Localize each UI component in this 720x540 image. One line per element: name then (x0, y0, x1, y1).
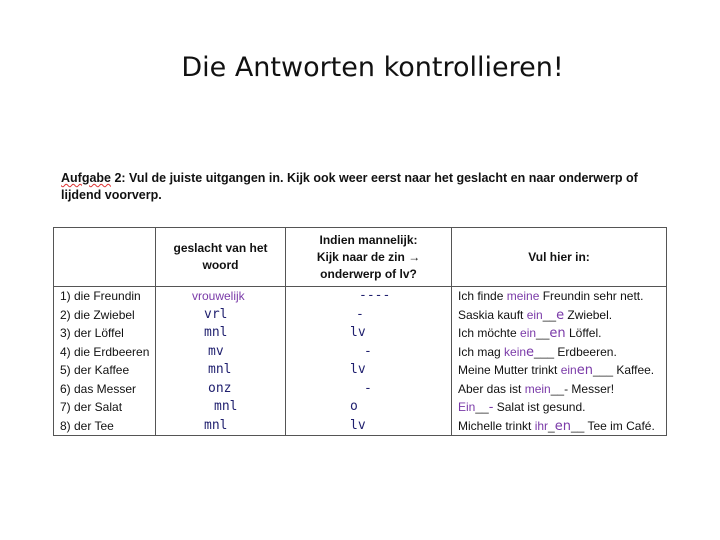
exercise-table (53, 227, 667, 436)
sentence-7: Ein__- Salat ist gesund. (458, 400, 586, 415)
header-fill: Vul hier in: (452, 228, 667, 287)
page-title: Die Antworten kontrollieren! (181, 52, 564, 83)
sentence-3: Ich möchte ein__en Löffel. (458, 326, 602, 341)
answer-5: en (576, 363, 593, 378)
word-4: 4) die Erdbeeren (60, 344, 150, 359)
answer-8: en (554, 418, 571, 434)
answer-2: e (556, 307, 565, 323)
arrow-right-icon: → (408, 249, 421, 264)
header-case (286, 228, 452, 287)
answer-3: en (549, 326, 566, 341)
word-8: 8) der Tee (60, 418, 114, 433)
gender-4: mv (208, 343, 224, 359)
task-text: 2: Vul de juiste uitgangen in. Kijk ook weer eerst naar het geslacht en naar onderwerp of lijdend voorverp. (61, 171, 638, 202)
word-1: 1) die Freundin (60, 289, 141, 303)
gender-2: vrl (204, 306, 228, 322)
case-6: - (364, 380, 372, 396)
header-gender: geslacht van het woord (156, 228, 286, 287)
words-column (54, 287, 156, 436)
answer-4: e (526, 344, 535, 360)
case-4: - (364, 343, 372, 359)
sentence-6: Aber das ist mein__- Messer! (458, 381, 615, 396)
gender-5: mnl (208, 362, 232, 377)
sentence-2: Saskia kauft ein__e Zwiebel. (458, 307, 613, 323)
gender-7: mnl (214, 399, 238, 414)
gender-3: mnl (204, 325, 228, 340)
word-3: 3) der Löffel (60, 326, 124, 340)
case-5: lv (350, 362, 366, 377)
case-3: lv (350, 325, 366, 340)
answer-7: - (488, 400, 494, 415)
word-6: 6) das Messer (60, 381, 137, 396)
sentence-1: Ich finde meine Freundin sehr nett. (458, 289, 644, 303)
sentence-4: Ich mag keine___ Erdbeeren. (458, 344, 617, 360)
header-empty (54, 228, 156, 287)
case-2: - (356, 306, 364, 322)
header-case-line2: Kijk naar de zin (316, 249, 405, 264)
gender-column (156, 287, 286, 436)
case-1: ---- (359, 288, 391, 303)
case-7: o (350, 399, 358, 414)
word-2: 2) die Zwiebel (60, 307, 135, 322)
header-case-line3: onderwerp of lv? (320, 266, 417, 281)
gender-1: vrouwelijk (192, 289, 245, 303)
sentence-5: Meine Mutter trinkt einen___ Kaffee. (458, 363, 655, 378)
gender-8: mnl (204, 417, 228, 433)
case-column (286, 287, 452, 436)
sentence-8: Michelle trinkt ihr_en__ Tee im Café. (458, 418, 655, 434)
word-5: 5) der Kaffee (60, 363, 130, 377)
header-case-line1: Indien mannelijk: (319, 232, 418, 247)
task-instruction (61, 170, 661, 204)
case-8: lv (350, 417, 366, 433)
task-label: Aufgabe (61, 171, 111, 185)
gender-6: onz (208, 380, 232, 396)
word-7: 7) der Salat (60, 400, 123, 414)
sentences-column (452, 287, 667, 436)
